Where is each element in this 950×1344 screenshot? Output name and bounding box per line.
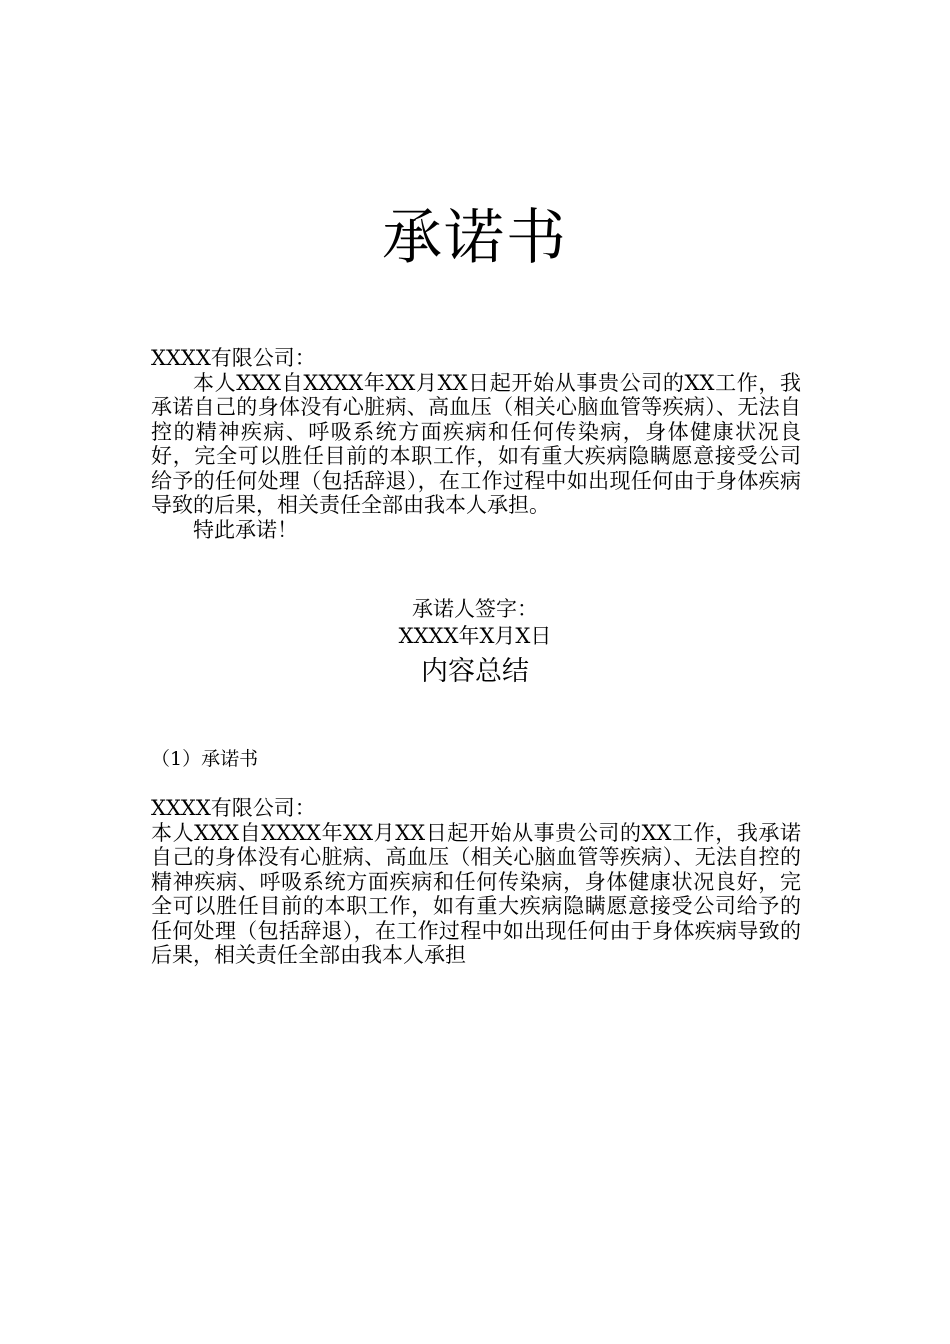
signature-date: XXXX年X月X日	[398, 624, 552, 648]
summary-section-label: （1）承诺书	[151, 748, 259, 770]
signature-label: 承诺人签字：	[412, 597, 538, 621]
letter-body	[151, 346, 801, 542]
closing-line: 特此承诺！	[193, 517, 298, 542]
summary-paragraph: 本人XXX自XXXX年XX月XX日起开始从事贵公司的XX工作，我承诺自己的身体没有心脏病、高血压（相关心脑血管等疾病）、无法自控的精神疾病、呼吸系统方面疾病和任何传染病，身体健康状况良好，完全可以胜任目前的本职工作，如有重大疾病隐瞒愿意接受公司给予的任何处理（包括辞退），在工作过程中如出现任何由于身体疾病导致的后果，相关责任全部由我本人承担	[151, 820, 801, 967]
document-title: 承诺书	[382, 203, 568, 273]
addressee: XXXX有限公司：	[151, 346, 316, 370]
summary-body	[151, 796, 801, 968]
summary-addressee: XXXX有限公司：	[151, 796, 316, 820]
signature-block	[0, 596, 950, 650]
body-paragraph: 本人XXX自XXXX年XX月XX日起开始从事贵公司的XX工作，我承诺自己的身体没有心脏病、高血压（相关心脑血管等疾病）、无法自控的精神疾病、呼吸系统方面疾病和任何传染病，身体健康状况良好，完全可以胜任目前的本职工作，如有重大疾病隐瞒愿意接受公司给予的任何处理（包括辞退），在工作过程中如出现任何由于身体疾病导致的后果，相关责任全部由我本人承担。	[151, 370, 801, 517]
summary-title: 内容总结	[421, 656, 529, 687]
